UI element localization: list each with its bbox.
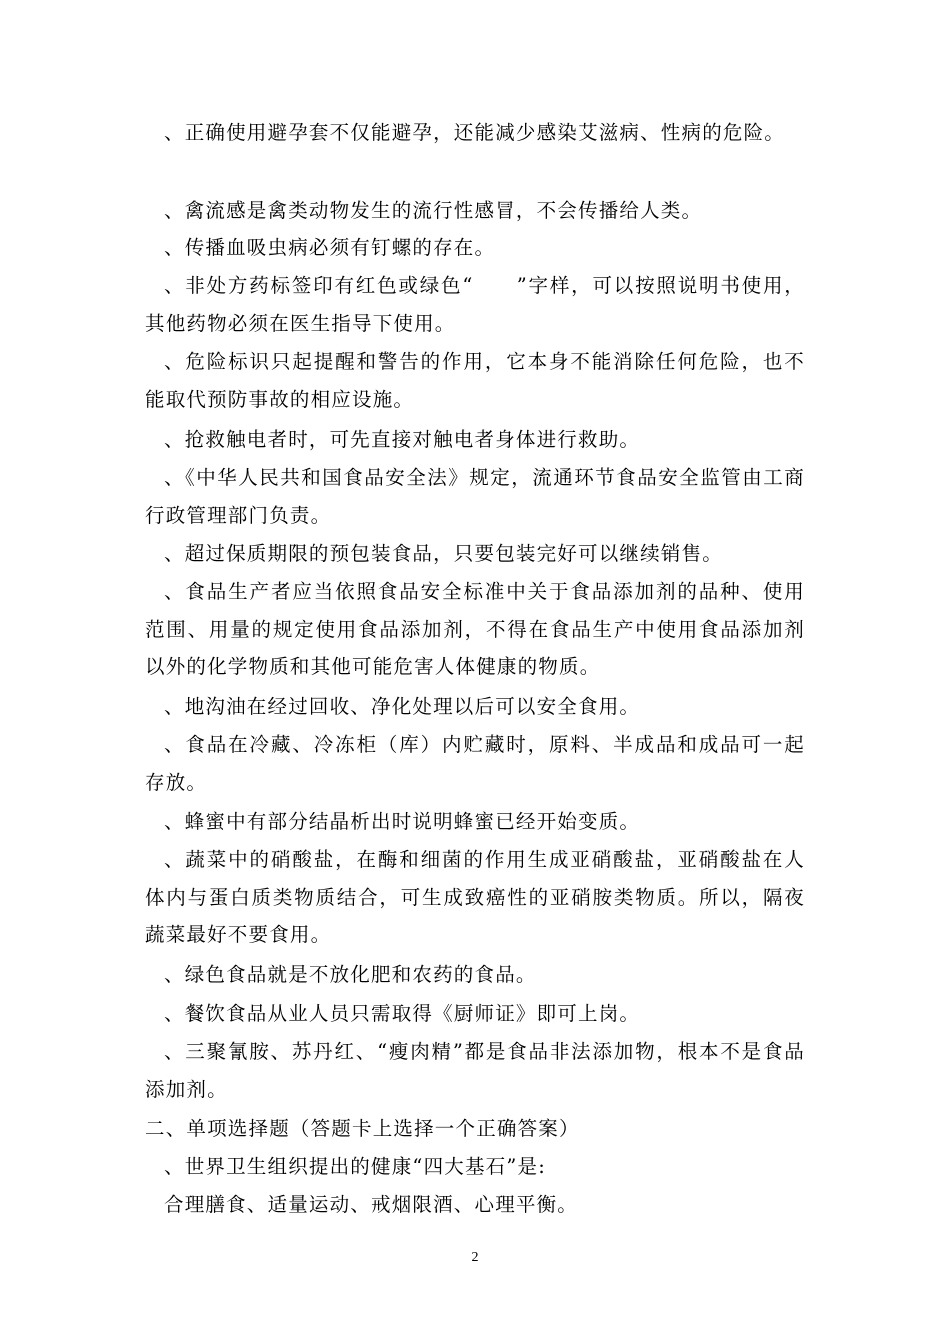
statement-3: 、传播血吸虫病必须有钉螺的存在。 bbox=[164, 236, 496, 259]
page-number: 2 bbox=[471, 1250, 479, 1265]
statement-7: 、《中华人民共和国食品安全法》规定，流通环节食品安全监管由工商行政管理部门负责。 bbox=[145, 466, 805, 527]
statement-6: 、抢救触电者时，可先直接对触电者身体进行救助。 bbox=[164, 428, 641, 451]
statement-16: 、三聚氰胺、苏丹红、“瘦肉精”都是食品非法添加物，根本不是食品添加剂。 bbox=[145, 1040, 805, 1101]
statement-9: 、食品生产者应当依照食品安全标准中关于食品添加剂的品种、使用范围、用量的规定使用食品添加剂，不得在食品生产中使用食品添加剂以外的化学物质和其他可能危害人体健康的物质。 bbox=[145, 580, 805, 678]
statement-14: 、绿色食品就是不放化肥和农药的食品。 bbox=[164, 963, 537, 986]
question-1: 、世界卫生组织提出的健康“四大基石”是: bbox=[164, 1155, 547, 1178]
statement-2: 、禽流感是禽类动物发生的流行性感冒，不会传播给人类。 bbox=[164, 199, 703, 222]
statement-13: 、蔬菜中的硝酸盐，在酶和细菌的作用生成亚硝酸盐，亚硝酸盐在人体内与蛋白质类物质结合，可生成致癌性的亚硝胺类物质。所以，隔夜蔬菜最好不要食用。 bbox=[145, 848, 805, 946]
answer-1: 合理膳食、适量运动、戒烟限酒、心理平衡。 bbox=[164, 1193, 579, 1216]
statement-1: 、正确使用避孕套不仅能避孕，还能减少感染艾滋病、性病的危险。 bbox=[164, 121, 786, 144]
section-heading: 二、单项选择题（答题卡上选择一个正确答案） bbox=[145, 1117, 580, 1140]
statement-5: 、危险标识只起提醒和警告的作用，它本身不能消除任何危险，也不能取代预防事故的相应设施。 bbox=[145, 350, 805, 411]
statement-11: 、食品在冷藏、冷冻柜（库）内贮藏时，原料、半成品和成品可一起存放。 bbox=[145, 733, 805, 794]
statement-4: 、非处方药标签印有红色或绿色“ ”字样，可以按照说明书使用，其他药物必须在医生指导下使用。 bbox=[145, 274, 805, 335]
statement-12: 、蜂蜜中有部分结晶析出时说明蜂蜜已经开始变质。 bbox=[164, 810, 641, 833]
statement-8: 、超过保质期限的预包装食品，只要包装完好可以继续销售。 bbox=[164, 542, 723, 565]
statement-10: 、地沟油在经过回收、净化处理以后可以安全食用。 bbox=[164, 695, 641, 718]
statement-15: 、餐饮食品从业人员只需取得《厨师证》即可上岗。 bbox=[164, 1002, 641, 1025]
